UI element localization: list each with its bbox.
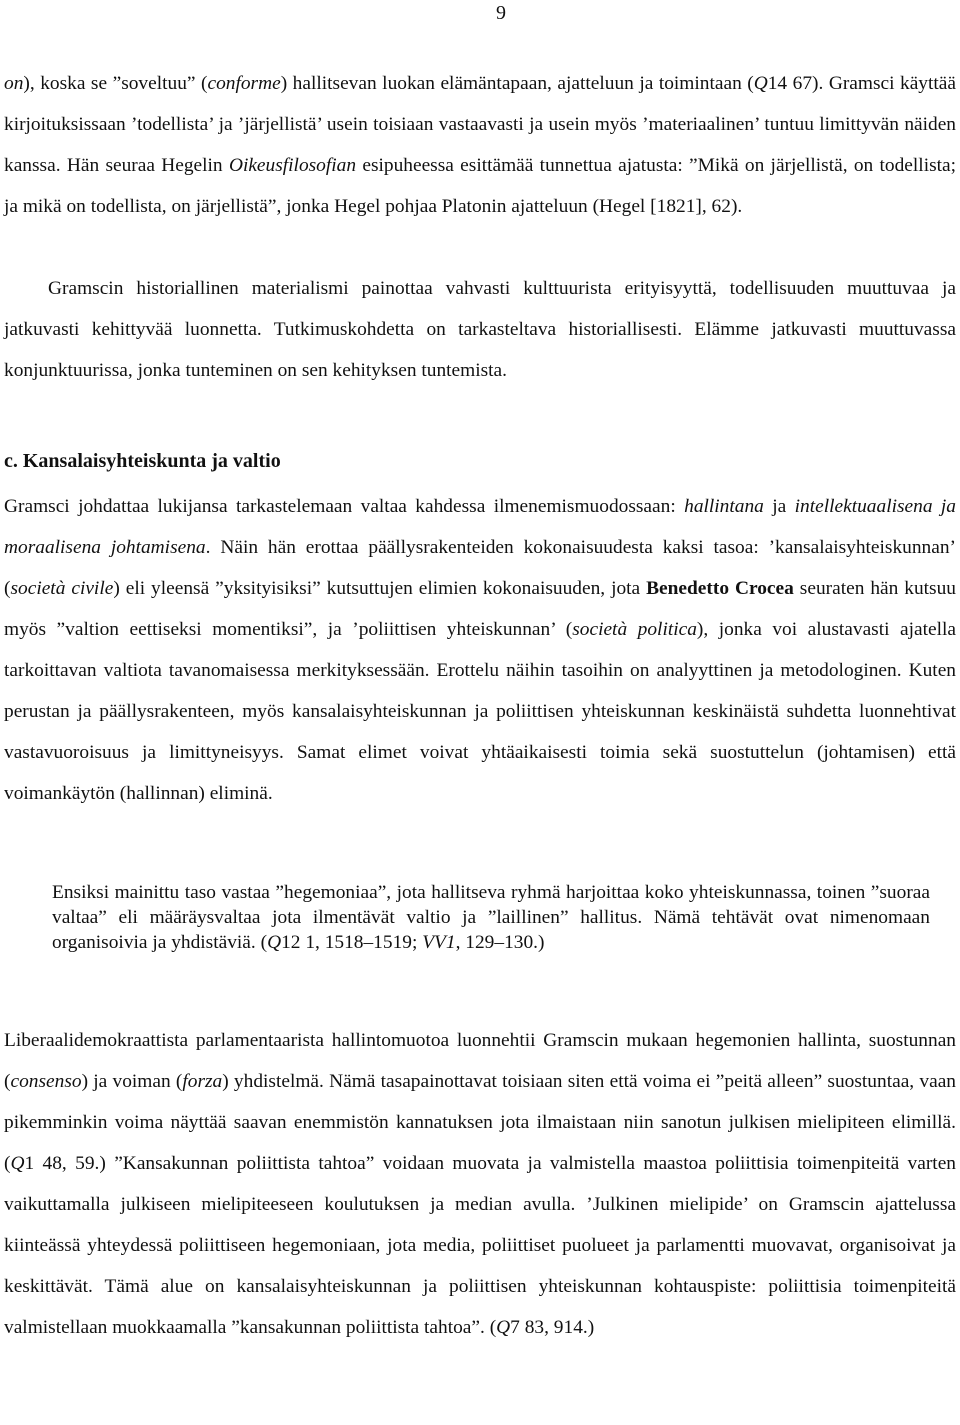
body-text: . Näin hän erottaa päällysrakenteiden kokonaisuudesta kaksi tasoa: ’kansalaisyhteiskunnan’ ( — [4, 537, 956, 599]
body-text: 14 67). Gramsci käyttää kirjoituksissaan ’todellista’ ja ’järjellistä’ usein toisiaan vastaavasti ja usein myös ’materiaalinen’ tuntuu limittyvän näiden kanssa. Hän seuraa Hegelin — [4, 73, 956, 176]
body-text: Gramscin historiallinen materialismi painottaa vahvasti kulttuurista erityisyyttä, todellisuuden muuttuvaa ja jatkuvasti kehittyvää luonnetta. Tutkimuskohdetta on tarkasteltava historiallisesti. Elämme jatkuvasti muuttuvassa konjunktuurissa, jonka tunteminen on sen kehityksen tuntemista. — [4, 278, 956, 381]
body-text: ) hallitsevan luokan elämäntapaan, ajatteluun ja toimintaan ( — [280, 73, 754, 94]
body-text: seuraten hän kutsuu myös ”valtion eettiseksi momentiksi”, ja ’poliittisen yhteiskunnan’ ( — [4, 578, 956, 640]
body-text: ), jonka voi alustavasti ajatella tarkoittavan valtiota tavanomaisessa merkityksessään. Erottelu näihin tasoihin on analyyttinen ja metodologinen. Kuten perustan ja päällysrakenteen, myös kansalaisyhteiskunnan ja poliittisen yhteiskunnan keskinäistä suhdetta luonnehtivat vastavuoroisuus ja limittyneisyys. Samat elimet voivat yhtäaikaisesti toimia sekä suostuttelun (johtamisen) että voimankäytön (hallinnan) eliminä. — [4, 619, 957, 804]
body-text: ) ja voiman ( — [81, 1071, 183, 1092]
body-text: 7 83, 914.) — [510, 1317, 595, 1338]
italic-term: intellektuaalisena ja moraalisena johtamisena — [4, 496, 956, 558]
body-text: ) eli yleensä ”yksityisiksi” kutsuttujen elimien kokonaisuuden, jota — [113, 578, 647, 599]
citation-q: Q — [10, 1153, 25, 1174]
quote-text: 12 1, 1518–1519; — [281, 932, 423, 953]
italic-term: conforme — [207, 73, 281, 94]
bold-name: Benedetto Crocea — [646, 578, 794, 599]
quote-text: , 129–130.) — [455, 932, 545, 953]
materialism-paragraph — [4, 268, 956, 391]
italic-title: Oikeusfilosofian — [228, 155, 357, 176]
intro-paragraph — [4, 63, 956, 227]
italic-term: consenso — [10, 1071, 82, 1092]
citation-q: Q — [496, 1317, 511, 1338]
body-text: ja — [763, 496, 795, 517]
italic-term: forza — [182, 1071, 223, 1092]
italic-term: hallintana — [684, 496, 764, 517]
page-number: 9 — [496, 2, 506, 24]
citation-vv: VV1 — [422, 932, 456, 953]
body-text: Liberaalidemokraattista parlamentaarista hallintomuotoa luonnehtii Gramscin mukaan hegemonien hallinta, suostunnan ( — [4, 1030, 956, 1092]
body-text: Gramsci johdattaa lukijansa tarkastelemaan valtaa kahdessa ilmenemismuodossaan: — [4, 496, 685, 517]
civil-society-paragraph — [4, 486, 956, 814]
body-text: esipuheessa esittämää tunnettua ajatusta: ”Mikä on järjellistä, on todellista; ja mikä on todellista, on järjellistä”, jonka Hegel pohjaa Platonin ajatteluun (Hegel [1821], 62). — [4, 155, 957, 217]
body-text: 1 48, 59.) ”Kansakunnan poliittista tahtoa” voidaan muovata ja valmistella maastoa poliittisia toimenpiteitä varten vaikuttamalla julkiseen mielipiteeseen koulutuksen ja median avulla. ’Julkinen mielipide’ on Gramscin ajattelussa kiinteässä yhteydessä poliittiseen hegemoniaan, jota media, poliittiset puolueet ja parlamentti muovavat, organisoivat ja keskittävät. Tämä alue on kansalaisyhteiskunnan ja poliittisen yhteiskunnan kohtauspiste: poliittisia toimenpiteitä valmistellaan muokkaamalla ”kansakunnan poliittista tahtoa”. ( — [4, 1153, 956, 1338]
body-text: ) yhdistelmä. Nämä tasapainottavat toisiaan siten että voima ei ”peitä alleen” suostuntaa, vaan pikemminkin voima näyttää saavan enemmistön kannatuksen jota ilmaistaan niin sanotun julkisen mielipiteen elimillä. ( — [4, 1071, 956, 1174]
citation-q: Q — [753, 73, 768, 94]
liberal-democracy-paragraph — [4, 1020, 956, 1348]
italic-term: società civile — [10, 578, 114, 599]
body-text: ), koska se ”soveltuu” ( — [23, 73, 208, 94]
quote-text: Ensiksi mainittu taso vastaa ”hegemoniaa”, jota hallitseva ryhmä harjoittaa koko yhteiskunnassa, toinen ”suoraa valtaa” eli määräysvaltaa jota ilmentävät valtio ja ”laillinen” hallitus. Nämä tehtävät ovat nimenomaan organisoivia ja yhdistäviä. ( — [52, 882, 930, 953]
section-heading: c. Kansalaisyhteiskunta ja valtio — [4, 450, 281, 472]
italic-term: società politica — [572, 619, 697, 640]
citation-q: Q — [267, 932, 282, 953]
block-quote — [52, 880, 930, 955]
italic-text: on — [4, 73, 24, 94]
